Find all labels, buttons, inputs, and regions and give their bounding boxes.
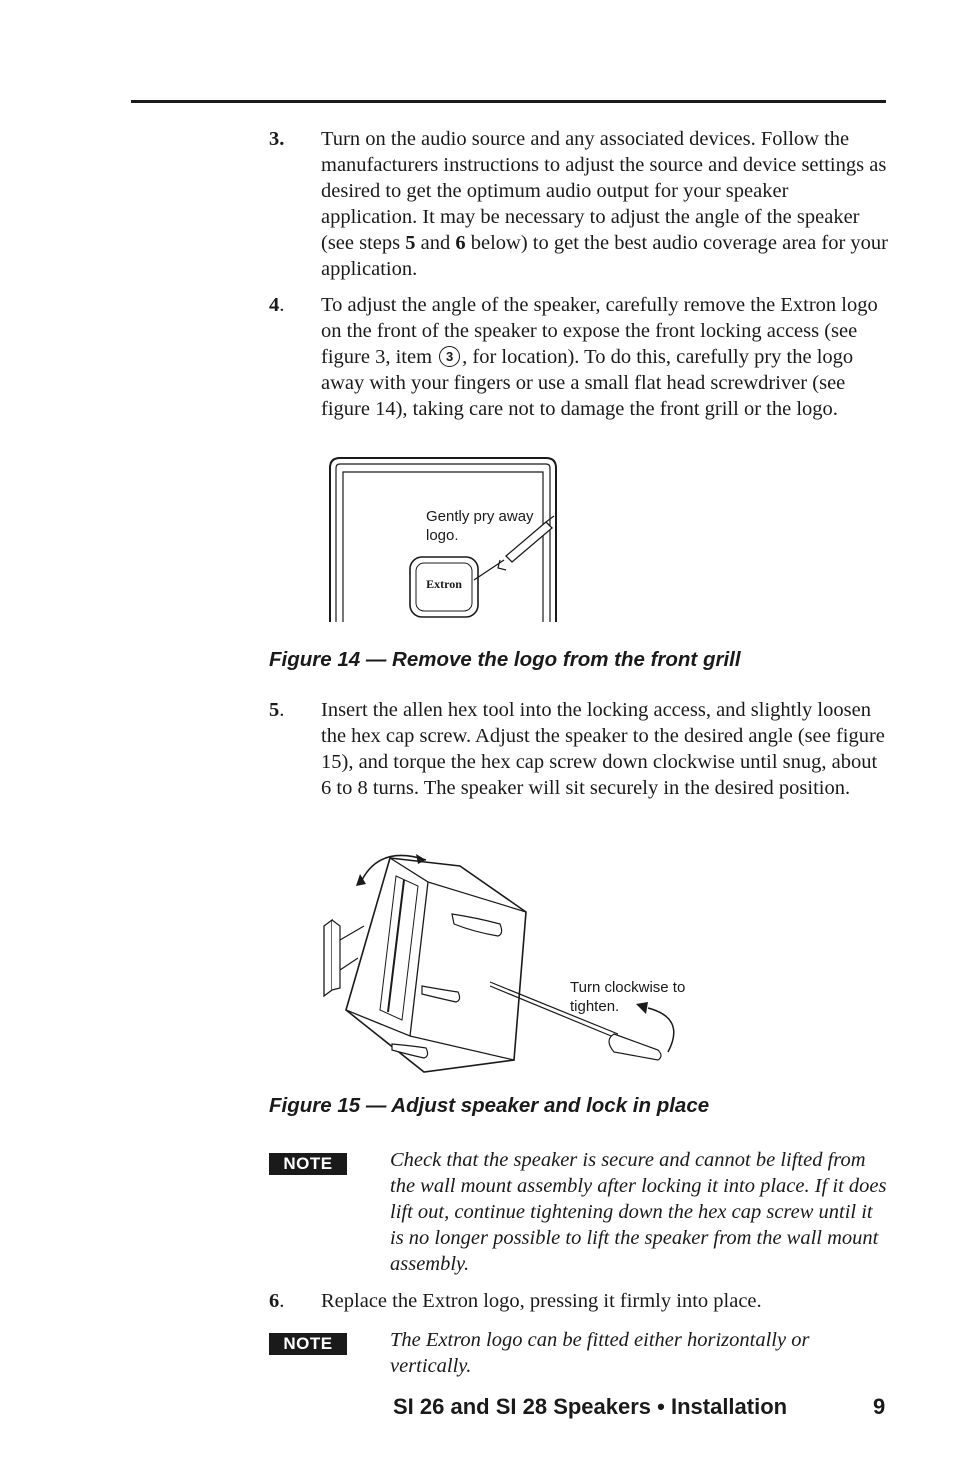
- note-text: The Extron logo can be fitted either horizontally or vertically.: [390, 1329, 810, 1377]
- step-number: 3.: [269, 128, 285, 150]
- step-number: 6.: [269, 1290, 285, 1312]
- footer-title: SI 26 and SI 28 Speakers • Installation: [393, 1394, 788, 1419]
- step-number: 5.: [269, 699, 285, 721]
- note-badge: NOTE: [269, 1333, 347, 1355]
- note-text: Check that the speaker is secure and cannot be lifted from the wall mount assembly after locking it into place. If it does lift out, continue tightening down the hex cap screw until it is no longer possible to lift the speaker from the wall mount assembly.: [390, 1149, 887, 1275]
- step-text: Insert the allen hex tool into the locking access, and slightly loosen the hex cap screw. Adjust the speaker to the desired angle (see figure 15), and torque the hex cap screw down clockwise until snug, about 6 to 8 turns. The speaker will sit securely in the desired position.: [321, 699, 885, 799]
- item-ref-icon: 3: [439, 346, 460, 367]
- note-badge: NOTE: [269, 1153, 347, 1175]
- figure-14-caption: Figure 14 — Remove the logo from the front grill: [269, 648, 741, 671]
- figure-15-illustration: [318, 840, 688, 1080]
- step-text: Turn on the audio source and any associated devices. Follow the manufacturers instructions to adjust the source and device settings as desired to get the optimum audio output for your speaker application. It may be necessary to adjust the angle of the speaker (see steps 5 and 6 below) to get the best audio coverage area for your application.: [321, 128, 888, 280]
- figure-15-caption: Figure 15 — Adjust speaker and lock in place: [269, 1094, 710, 1117]
- figure-15-label: Turn clockwise to tighten.: [570, 979, 686, 1015]
- figure-14-label: Gently pry away logo.: [426, 508, 534, 544]
- extron-logo: Extron: [426, 577, 462, 591]
- step-text: Replace the Extron logo, pressing it firmly into place.: [321, 1290, 762, 1312]
- step-number: 4.: [269, 294, 285, 316]
- page-number: 9: [873, 1394, 886, 1419]
- header-rule: [131, 100, 886, 103]
- step-text: To adjust the angle of the speaker, carefully remove the Extron logo on the front of the speaker to expose the front locking access (see figure 3, item 3 , for location). To do this, carefully pry the logo away with your fingers or use a small flat head screwdriver (see figure 14), taking care not to damage the front grill or the logo.: [321, 294, 878, 420]
